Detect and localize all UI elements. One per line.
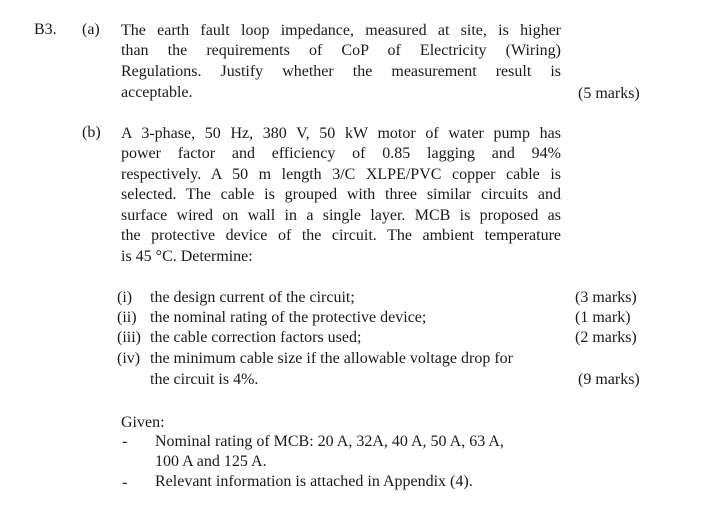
subpart-iv-marks: (9 marks)	[578, 371, 640, 388]
part-a-line-4: acceptable.	[121, 84, 193, 101]
subpart-i-marks: (3 marks)	[575, 289, 637, 306]
part-b-line-4: selected. The cable is grouped with three similar circuits and	[121, 186, 561, 203]
given-item-2-line-1: Relevant information is attached in Appendix (4).	[155, 473, 473, 490]
subpart-iv-label: (iv)	[117, 350, 141, 367]
part-a-line-2: than the requirements of CoP of Electricity (Wiring)	[121, 42, 561, 59]
subpart-iii-text: the cable correction factors used;	[150, 329, 362, 346]
subpart-iii-label: (iii)	[117, 329, 141, 346]
subpart-iii-marks: (2 marks)	[575, 329, 637, 346]
part-b-label: (b)	[82, 124, 101, 141]
part-b-line-7: is 45 °C. Determine:	[121, 248, 253, 265]
part-a-marks: (5 marks)	[578, 85, 640, 102]
part-a-line-1: The earth fault loop impedance, measured at site, is higher	[121, 22, 561, 39]
subpart-i-text: the design current of the circuit;	[150, 289, 355, 306]
given-item-1-line-2: 100 A and 125 A.	[155, 453, 267, 470]
given-heading: Given:	[121, 414, 165, 431]
question-number: B3.	[34, 21, 57, 38]
subpart-ii-marks: (1 mark)	[575, 309, 631, 326]
part-b-line-6: the protective device of the circuit. The ambient temperature	[121, 227, 561, 244]
part-a-line-3: Regulations. Justify whether the measurement result is	[121, 63, 561, 80]
subpart-iv-text: the minimum cable size if the allowable voltage drop for	[150, 350, 513, 367]
part-b-line-3: respectively. A 50 m length 3/C XLPE/PVC copper cable is	[121, 166, 561, 183]
part-b-line-2: power factor and efficiency of 0.85 lagging and 94%	[121, 145, 561, 162]
part-b-line-5: surface wired on wall in a single layer. MCB is proposed as	[121, 207, 561, 224]
given-bullet-1: -	[122, 433, 128, 450]
given-bullet-2: -	[122, 474, 128, 491]
subpart-i-label: (i)	[117, 289, 133, 306]
part-b-line-1: A 3-phase, 50 Hz, 380 V, 50 kW motor of water pump has	[121, 125, 561, 142]
subpart-ii-label: (ii)	[117, 309, 137, 326]
part-a-label: (a)	[82, 21, 100, 38]
subpart-ii-text: the nominal rating of the protective device;	[150, 309, 427, 326]
subpart-iv-text-cont: the circuit is 4%.	[150, 371, 259, 388]
given-item-1-line-1: Nominal rating of MCB: 20 A, 32A, 40 A, 50 A, 63 A,	[155, 433, 504, 450]
